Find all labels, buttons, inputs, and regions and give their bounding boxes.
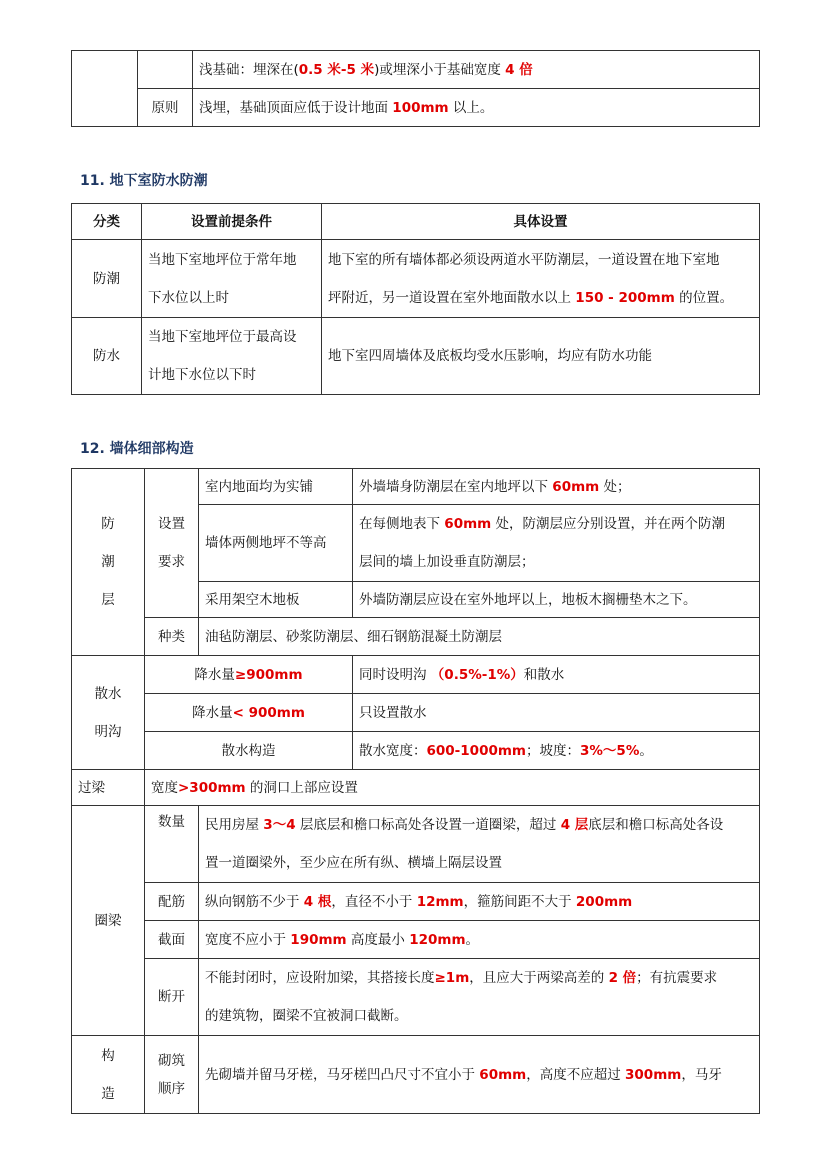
- rainfall-high-text: 同时设明沟 （0.5%-1%）和散水: [353, 656, 760, 694]
- section-text: 宽度不应小于 190mm 高度最小 120mm。: [199, 921, 760, 959]
- apron-structure: 散水构造: [145, 732, 353, 770]
- quantity-label: 数量: [145, 806, 199, 883]
- masonry-order-label: 砌筑 顺序: [145, 1036, 199, 1114]
- header-condition: 设置前提条件: [142, 204, 322, 240]
- text-solid-floor: 外墙墙身防潮层在室内地坪以下 60mm 处；: [353, 469, 760, 505]
- wall-detail-table: [71, 468, 760, 1114]
- condition-moisture: 当地下室地坪位于常年地 下水位以上时: [142, 240, 322, 318]
- section-11-heading: 11. 地下室防水防潮: [80, 173, 208, 189]
- section-12-heading: 12. 墙体细部构造: [80, 441, 194, 457]
- rainfall-low: 降水量< 900mm: [145, 694, 353, 732]
- break-text: 不能封闭时，应设附加梁，其搭接长度≥1m，且应大于两梁高差的 2 倍；有抗震要求 的建筑物，圈梁不宜被洞口截断。: [199, 959, 760, 1036]
- lintel-text: 宽度>300mm 的洞口上部应设置: [145, 770, 760, 806]
- category-moisture: 防潮: [72, 240, 142, 318]
- principle-label: 原则: [138, 89, 193, 127]
- principle-text: 浅埋，基础顶面应低于设计地面 100mm 以上。: [193, 89, 760, 127]
- cond-solid-floor: 室内地面均为实铺: [199, 469, 353, 505]
- reinforcement-text: 纵向钢筋不少于 4 根，直径不小于 12mm，箍筋间距不大于 200mm: [199, 883, 760, 921]
- reinforcement-label: 配筋: [145, 883, 199, 921]
- empty-cell: [138, 51, 193, 89]
- sanshui-label: 散水 明沟: [72, 656, 145, 770]
- masonry-order-text: 先砌墙并留马牙槎，马牙槎凹凸尺寸不宜小于 60mm，高度不应超过 300mm，马牙: [199, 1036, 760, 1114]
- detail-waterproof: 地下室四周墙体及底板均受水压影响，均应有防水功能: [322, 318, 760, 395]
- fangchao-label: 防 潮 层: [72, 469, 145, 656]
- setting-requirement-label: 设置 要求: [145, 469, 199, 618]
- rainfall-high: 降水量≥900mm: [145, 656, 353, 694]
- quantity-text: 民用房屋 3～4 层底层和檐口标高处各设置一道圈梁，超过 4 层底层和檐口标高处各设 置一道圈梁外，至少应在所有纵、横墙上隔层设置: [199, 806, 760, 883]
- basement-table: [71, 203, 760, 395]
- text-raised-floor: 外墙防潮层应设在室外地坪以上，地板木搁栅垫木之下。: [353, 582, 760, 618]
- foundation-table: [71, 50, 760, 127]
- text-uneven-floor: 在每侧地表下 60mm 处，防潮层应分别设置，并在两个防潮 层间的墙上加设垂直防潮层；: [353, 505, 760, 582]
- section-label: 截面: [145, 921, 199, 959]
- apron-structure-text: 散水宽度：600-1000mm；坡度：3%～5%。: [353, 732, 760, 770]
- cond-uneven-floor: 墙体两侧地坪不等高: [199, 505, 353, 582]
- structure-label: 构 造: [72, 1036, 145, 1114]
- ring-beam-label: 圈梁: [72, 806, 145, 1036]
- cond-raised-floor: 采用架空木地板: [199, 582, 353, 618]
- rainfall-low-text: 只设置散水: [353, 694, 760, 732]
- kind-label: 种类: [145, 618, 199, 656]
- break-label: 断开: [145, 959, 199, 1036]
- category-waterproof: 防水: [72, 318, 142, 395]
- empty-cell: [72, 51, 138, 127]
- header-detail: 具体设置: [322, 204, 760, 240]
- kind-text: 油毡防潮层、砂浆防潮层、细石钢筋混凝土防潮层: [199, 618, 760, 656]
- lintel-label: 过梁: [72, 770, 145, 806]
- shallow-foundation-text: 浅基础：埋深在(0.5 米-5 米)或埋深小于基础宽度 4 倍: [193, 51, 760, 89]
- detail-moisture: 地下室的所有墙体都必须设两道水平防潮层，一道设置在地下室地 坪附近，另一道设置在室外地面散水以上 150 - 200mm 的位置。: [322, 240, 760, 318]
- condition-waterproof: 当地下室地坪位于最高设 计地下水位以下时: [142, 318, 322, 395]
- header-category: 分类: [72, 204, 142, 240]
